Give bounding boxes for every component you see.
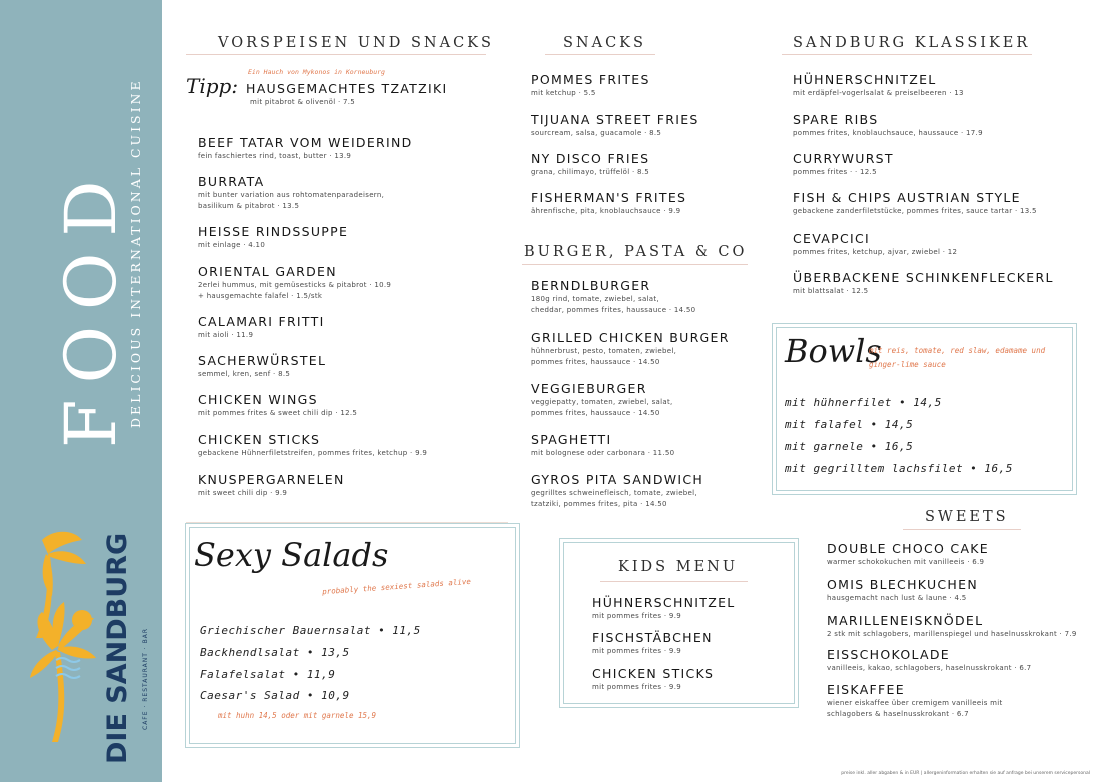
sidebar bbox=[0, 0, 162, 782]
item-desc: 2erlei hummus, mit gemüsesticks & pitabrot · 10.9 bbox=[198, 281, 392, 289]
snacks-title: SNACKS bbox=[563, 35, 646, 51]
item-name: HÜHNERSCHNITZEL bbox=[592, 595, 736, 610]
item-name: CALAMARI FRITTI bbox=[198, 314, 325, 329]
item-name: FISHERMAN'S FRITES bbox=[531, 190, 687, 205]
salads-note: probably the sexiest salads alive bbox=[321, 576, 472, 597]
item-name: GYROS PITA SANDWICH bbox=[531, 472, 704, 487]
item-desc: wiener eiskaffee über cremigem vanilleeis mit bbox=[827, 699, 1003, 707]
item-name: CEVAPCICI bbox=[793, 231, 870, 246]
menu-item bbox=[198, 353, 326, 380]
divider bbox=[782, 54, 1032, 55]
salad-option: Griechischer Bauernsalat • 11,5 bbox=[200, 624, 421, 637]
divider bbox=[903, 529, 1021, 530]
item-desc: 180g rind, tomate, zwiebel, salat, bbox=[531, 295, 659, 303]
menu-item bbox=[793, 112, 983, 139]
menu-item bbox=[793, 231, 957, 258]
item-name: BURRATA bbox=[198, 174, 265, 189]
menu-item bbox=[246, 81, 447, 108]
item-desc: fein faschiertes rind, toast, butter · 13.9 bbox=[198, 152, 352, 160]
item-name: BERNDLBURGER bbox=[531, 278, 651, 293]
kids-title: KIDS MENU bbox=[618, 559, 739, 575]
menu-item bbox=[531, 330, 730, 368]
food-title: FOOD bbox=[50, 164, 132, 448]
item-desc: mit pommes frites · 9.9 bbox=[592, 683, 681, 691]
bowl-option: mit gegrilltem lachsfilet • 16,5 bbox=[785, 462, 1013, 475]
menu-item bbox=[531, 278, 695, 316]
menu-item bbox=[592, 630, 713, 657]
divider bbox=[522, 264, 748, 265]
menu-item bbox=[198, 174, 384, 212]
footer-note: preise inkl. aller abgaben & in EUR | allergeninformation erhalten sie auf anfrage bei unserem servicepersonal bbox=[841, 771, 1090, 776]
item-name: SPARE RIBS bbox=[793, 112, 879, 127]
salad-option: Backhendlsalat • 13,5 bbox=[200, 646, 350, 659]
item-desc: gebackene Hühnerfiletstreifen, pommes frites, ketchup · 9.9 bbox=[198, 449, 428, 457]
salads-title: Sexy Salads bbox=[194, 536, 389, 574]
item-name: CHICKEN STICKS bbox=[198, 432, 321, 447]
kids-box bbox=[563, 542, 795, 704]
item-desc: + hausgemachte falafel · 1.5/stk bbox=[198, 292, 323, 300]
item-name: OMIS BLECHKUCHEN bbox=[827, 577, 978, 592]
item-desc: mit pommes frites · 9.9 bbox=[592, 647, 681, 655]
item-desc: pommes frites, knoblauchsauce, haussauce · 17.9 bbox=[793, 129, 983, 137]
item-name: HEISSE RINDSSUPPE bbox=[198, 224, 349, 239]
menu-item bbox=[531, 472, 703, 510]
bowl-option: mit hühnerfilet • 14,5 bbox=[785, 396, 942, 409]
item-desc: mit sweet chili dip · 9.9 bbox=[198, 489, 288, 497]
item-desc: mit erdäpfel-vogerlsalat & preiselbeeren · 13 bbox=[793, 89, 964, 97]
item-desc: cheddar, pommes frites, haussauce · 14.50 bbox=[531, 306, 696, 314]
menu-item bbox=[531, 381, 673, 419]
item-desc: ährenfische, pita, knoblauchsauce · 9.9 bbox=[531, 207, 681, 215]
item-desc: mit pommes frites · 9.9 bbox=[592, 612, 681, 620]
bowl-option: mit garnele • 16,5 bbox=[785, 440, 914, 453]
menu-item bbox=[198, 432, 427, 459]
menu-item bbox=[531, 151, 649, 178]
menu-item bbox=[592, 666, 714, 693]
menu-item bbox=[198, 135, 413, 162]
item-desc: mit bolognese oder carbonara · 11.50 bbox=[531, 449, 675, 457]
item-desc: tzatziki, pommes frites, pita · 14.50 bbox=[531, 500, 667, 508]
item-desc: mit bunter variation aus rohtomatenparadeisern, bbox=[198, 191, 385, 199]
divider bbox=[545, 54, 655, 55]
divider bbox=[186, 522, 508, 523]
item-name: TIJUANA STREET FRIES bbox=[531, 112, 699, 127]
item-desc: hausgemacht nach lust & laune · 4.5 bbox=[827, 594, 967, 602]
item-desc: mit einlage · 4.10 bbox=[198, 241, 266, 249]
item-name: POMMES FRITES bbox=[531, 72, 650, 87]
item-desc: pommes frites, haussauce · 14.50 bbox=[531, 409, 660, 417]
item-desc: warmer schokokuchen mit vanilleeis · 6.9 bbox=[827, 558, 985, 566]
item-desc: mit ketchup · 5.5 bbox=[531, 89, 596, 97]
item-name: SPAGHETTI bbox=[531, 432, 612, 447]
item-desc: semmel, kren, senf · 8.5 bbox=[198, 370, 291, 378]
menu-item bbox=[592, 595, 736, 622]
bowl-option: mit falafel • 14,5 bbox=[785, 418, 914, 431]
bowls-note bbox=[869, 344, 1045, 372]
item-name: GRILLED CHICKEN BURGER bbox=[531, 330, 730, 345]
item-desc: sourcream, salsa, guacamole · 8.5 bbox=[531, 129, 662, 137]
item-desc: gebackene zanderfiletstücke, pommes frites, sauce tartar · 13.5 bbox=[793, 207, 1037, 215]
salad-option: Caesar's Salad • 10,9 bbox=[200, 689, 350, 702]
menu-item bbox=[531, 432, 674, 459]
cuisine-tagline: DELICIOUS INTERNATIONAL CUISINE bbox=[128, 78, 143, 428]
item-name: ORIENTAL GARDEN bbox=[198, 264, 337, 279]
item-desc: vanilleeis, kakao, schlagobers, haselnusskrokant · 6.7 bbox=[827, 664, 1032, 672]
menu-item bbox=[198, 224, 348, 251]
item-desc: basilikum & pitabrot · 13.5 bbox=[198, 202, 300, 210]
menu-item bbox=[827, 577, 978, 604]
item-desc: mit pommes frites & sweet chili dip · 12.5 bbox=[198, 409, 358, 417]
salads-extra: mit huhn 14,5 oder mit garnele 15,9 bbox=[218, 711, 377, 720]
menu-item bbox=[198, 472, 345, 499]
item-desc: veggiepatty, tomaten, zwiebel, salat, bbox=[531, 398, 673, 406]
item-name: BEEF TATAR VOM WEIDERIND bbox=[198, 135, 413, 150]
logo-name: DIE SANDBURG bbox=[102, 532, 133, 764]
logo-subtext: CAFE · RESTAURANT · BAR bbox=[142, 627, 149, 730]
item-name: ÜBERBACKENE SCHINKENFLECKERL bbox=[793, 270, 1054, 285]
menu-item bbox=[198, 392, 357, 419]
menu-item bbox=[198, 314, 325, 341]
tip-label: Tipp: bbox=[186, 74, 239, 98]
item-name: NY DISCO FRIES bbox=[531, 151, 650, 166]
item-name: CHICKEN WINGS bbox=[198, 392, 318, 407]
tip-note: Ein Hauch von Mykonos in Korneuburg bbox=[248, 68, 385, 76]
item-name: CHICKEN STICKS bbox=[592, 666, 715, 681]
menu-item bbox=[793, 270, 1054, 297]
bowls-note-line: ginger-lime sauce bbox=[869, 360, 946, 369]
divider bbox=[186, 54, 486, 55]
item-name: DOUBLE CHOCO CAKE bbox=[827, 541, 990, 556]
bowls-note-line: mit reis, tomate, red slaw, edamame und bbox=[869, 346, 1046, 355]
menu-item bbox=[827, 682, 1003, 720]
item-name: KNUSPERGARNELEN bbox=[198, 472, 345, 487]
item-desc: mit aioli · 11.9 bbox=[198, 331, 254, 339]
item-name: HÜHNERSCHNITZEL bbox=[793, 72, 937, 87]
item-desc: 2 stk mit schlagobers, marillenspiegel und haselnusskrokant · 7.9 bbox=[827, 630, 1077, 638]
sandburg-logo bbox=[22, 520, 162, 770]
divider bbox=[600, 581, 748, 582]
menu-item bbox=[793, 72, 964, 99]
item-desc: mit pitabrot & olivenöl · 7.5 bbox=[250, 98, 356, 106]
item-desc: pommes frites, haussauce · 14.50 bbox=[531, 358, 660, 366]
menu-item bbox=[827, 647, 1031, 674]
menu-item bbox=[198, 264, 391, 302]
item-name: HAUSGEMACHTES TZATZIKI bbox=[246, 81, 448, 96]
menu-item bbox=[531, 112, 699, 139]
salads-box bbox=[189, 527, 516, 744]
salad-option: Falafelsalat • 11,9 bbox=[200, 668, 336, 681]
item-desc: gegrilltes schweinefleisch, tomate, zwiebel, bbox=[531, 489, 697, 497]
item-desc: mit blattsalat · 12.5 bbox=[793, 287, 869, 295]
vorspeisen-title: VORSPEISEN UND SNACKS bbox=[218, 35, 494, 51]
menu-item bbox=[531, 72, 650, 99]
palm-icon bbox=[30, 532, 96, 742]
menu-item bbox=[793, 190, 1037, 217]
bowls-title: Bowls bbox=[785, 332, 882, 370]
item-name: EISKAFFEE bbox=[827, 682, 905, 697]
burger-title: BURGER, PASTA & CO bbox=[524, 244, 748, 260]
item-name: EISSCHOKOLADE bbox=[827, 647, 950, 662]
item-desc: hühnerbrust, pesto, tomaten, zwiebel, bbox=[531, 347, 677, 355]
menu-item bbox=[531, 190, 686, 217]
item-name: MARILLENEISKNÖDEL bbox=[827, 613, 984, 628]
item-desc: grana, chilimayo, trüffelöl · 8.5 bbox=[531, 168, 650, 176]
item-name: FISCHSTÄBCHEN bbox=[592, 630, 713, 645]
menu-item bbox=[827, 613, 1077, 640]
item-desc: schlagobers & haselnusskrokant · 6.7 bbox=[827, 710, 969, 718]
bowls-box bbox=[776, 327, 1073, 491]
menu-item bbox=[827, 541, 989, 568]
item-name: VEGGIEBURGER bbox=[531, 381, 647, 396]
item-desc: pommes frites · · 12.5 bbox=[793, 168, 877, 176]
item-name: SACHERWÜRSTEL bbox=[198, 353, 327, 368]
item-name: CURRYWURST bbox=[793, 151, 894, 166]
sweets-title: SWEETS bbox=[925, 509, 1009, 525]
klassiker-title: SANDBURG KLASSIKER bbox=[793, 35, 1031, 51]
menu-item bbox=[793, 151, 894, 178]
item-name: FISH & CHIPS AUSTRIAN STYLE bbox=[793, 190, 1021, 205]
item-desc: pommes frites, ketchup, ajvar, zwiebel · 12 bbox=[793, 248, 958, 256]
